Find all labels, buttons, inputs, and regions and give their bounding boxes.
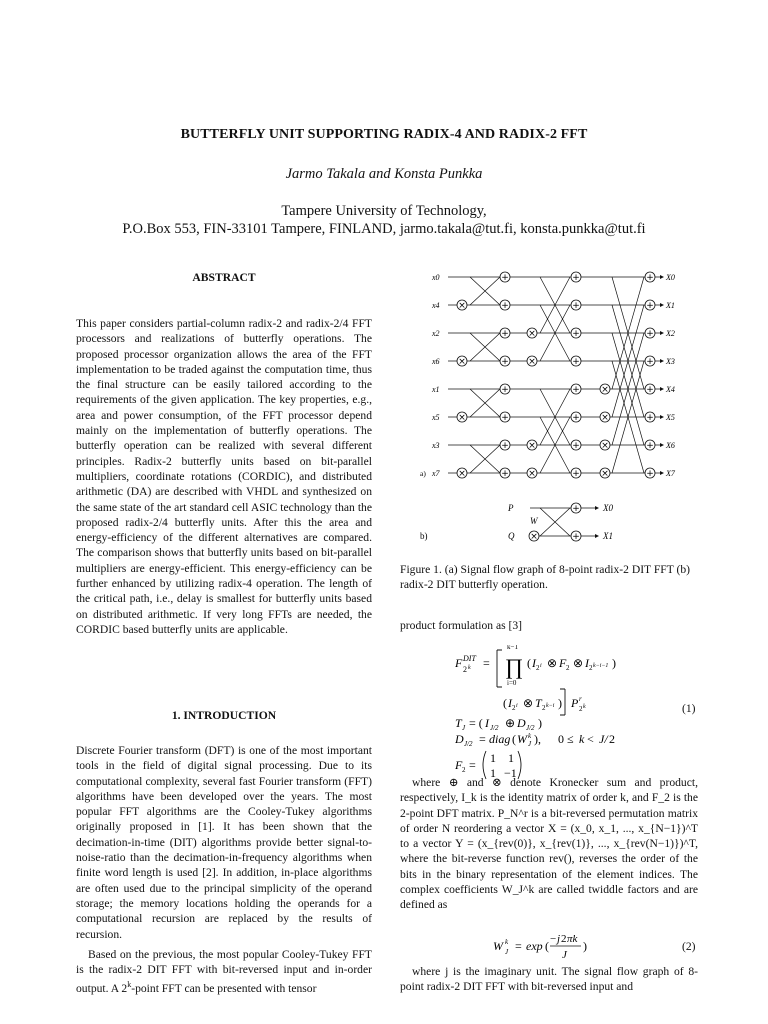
svg-text:r: r	[579, 695, 582, 703]
svg-text:1: 1	[490, 751, 496, 765]
multiplier-node-sym: ×	[458, 469, 466, 480]
svg-text:⊕: ⊕	[505, 716, 516, 730]
svg-text:<: <	[587, 732, 594, 746]
figure-1	[400, 262, 700, 558]
bfly-q: Q	[508, 531, 515, 541]
arrow-head	[660, 303, 664, 307]
svg-text:F: F	[559, 656, 567, 670]
equation-2	[493, 928, 623, 966]
bfly-adder-sym: +	[572, 532, 580, 543]
svg-text:J: J	[562, 949, 567, 961]
svg-text:2: 2	[462, 766, 466, 774]
adder-node-sym: +	[501, 273, 509, 284]
equation-1-number: (1)	[682, 702, 696, 715]
svg-text:−1: −1	[504, 766, 517, 780]
multiplier-node-sym: ×	[601, 441, 609, 452]
svg-text:2: 2	[542, 704, 546, 712]
svg-text:W: W	[493, 939, 503, 953]
signal-flow-graph	[400, 262, 700, 558]
adder-node-sym: +	[572, 273, 580, 284]
adder-node-sym: +	[646, 413, 654, 424]
multiplier-node-sym: ×	[528, 441, 536, 452]
abstract-text: This paper considers partial-column radix-2 and radix-2/4 FFT processors and realizations of butterfly operations. The proposed processor organization allows the area of the FFT implementation to be traded against the computation time, thus the final structure can be easily tailored according to the requirements of the given application. The key properties, e.g., area and power consumption, of the FFT processor depend mainly on the implementation of butterfly operations. The butterfly operation can be realized with several different principles. Radix-2 butterfly units based on bit-parallel multipliers, coordinate rotations (CORDIC), and distributed arithmetic (DA) are described with VHDL and synthesized on the same state of the art standard cell ASIC technology than the proposed radix-2/4 butterfly units. After this the area and energy-efficiency of the different alternatives are compared. The comparison shows that butterfly units based on bit-parallel multipliers are energy-efficient. This energy-efficiency can be further enhanced by utilizing radix-4 operation. The length of the critical path, i.e., delay is smallest for butterfly units based on distributed arithmetic. If very long FFTs are needed, the CORDIC based butterfly units are applicable.	[76, 317, 372, 636]
svg-text:W: W	[517, 732, 527, 746]
adder-node-sym: +	[501, 301, 509, 312]
authors: Jarmo Takala and Konsta Punkka	[285, 166, 483, 182]
svg-text:=: =	[483, 656, 490, 670]
svg-text:2: 2	[609, 732, 615, 746]
svg-text:1: 1	[490, 766, 496, 780]
multiplier-node-sym: ×	[601, 469, 609, 480]
equation-2-number: (2)	[682, 940, 696, 953]
svg-text:i: i	[540, 663, 542, 669]
input-label: x0	[432, 273, 440, 282]
bfly-adder-sym: +	[572, 504, 580, 515]
right-para-where2	[400, 964, 698, 995]
adder-node-sym: +	[572, 469, 580, 480]
affiliation-line1: Tampere University of Technology,	[281, 203, 487, 219]
adder-node-sym: +	[646, 385, 654, 396]
svg-text:J/2: J/2	[490, 724, 499, 732]
svg-text:=: =	[479, 732, 486, 746]
arrow-head	[660, 331, 664, 335]
svg-text:I: I	[485, 716, 489, 730]
svg-text:= (: = (	[469, 716, 483, 730]
arrow-head	[660, 359, 664, 363]
multiplier-node-sym: ×	[601, 413, 609, 424]
svg-text:=: =	[469, 758, 476, 772]
svg-text:i: i	[516, 703, 518, 709]
arrow-head	[595, 506, 599, 510]
multiplier-node-sym: ×	[601, 385, 609, 396]
svg-text:k: k	[579, 732, 585, 746]
arrow-head	[660, 387, 664, 391]
adder-node-sym: +	[646, 329, 654, 340]
svg-text:⊗: ⊗	[523, 696, 534, 710]
svg-text:2: 2	[561, 933, 567, 945]
svg-text:2: 2	[536, 664, 540, 672]
svg-text:−: −	[550, 933, 557, 945]
svg-text:J: J	[505, 948, 509, 956]
svg-text:D: D	[455, 732, 464, 746]
svg-text:T: T	[535, 696, 542, 710]
svg-text:k: k	[583, 704, 586, 710]
adder-node-sym: +	[501, 357, 509, 368]
arrow-head	[660, 471, 664, 475]
adder-node-sym: +	[572, 385, 580, 396]
svg-text:(: (	[527, 656, 531, 670]
output-label: X2	[666, 329, 675, 338]
svg-text:I: I	[585, 656, 589, 670]
svg-text:(: (	[503, 696, 507, 710]
svg-text:k−1: k−1	[507, 645, 518, 651]
svg-text:J: J	[462, 724, 466, 732]
intro-para2: Based on the previous, the most popular Cooley-Tukey FFT is the radix-2 DIT FFT with bit-reversed input and in-order output. A 2$^k$-point FFT can be presented with tensor	[76, 947, 372, 996]
figure-caption: Figure 1. (a) Signal flow graph of 8-point radix-2 DIT FFT (b) radix-2 DIT butterfly operation.	[400, 563, 691, 592]
input-label: x2	[432, 329, 440, 338]
arrow-head	[660, 443, 664, 447]
input-label: x5	[432, 413, 440, 422]
svg-text:),: ),	[534, 732, 541, 746]
svg-text:1: 1	[508, 751, 514, 765]
svg-text:I: I	[508, 696, 512, 710]
multiplier-node-sym: ×	[528, 329, 536, 340]
output-label: X0	[666, 273, 675, 282]
svg-text:k−i−1: k−i−1	[593, 663, 609, 669]
affiliation	[0, 202, 768, 238]
label-a: a)	[420, 469, 426, 478]
adder-node-sym: +	[501, 469, 509, 480]
adder-node-sym: +	[646, 273, 654, 284]
input-label: x3	[432, 441, 440, 450]
bfly-p: P	[508, 503, 514, 513]
svg-text:): )	[612, 656, 616, 670]
svg-text:(: (	[545, 939, 549, 953]
right-lead: product formulation as [3]	[400, 619, 523, 632]
input-label: x1	[432, 385, 440, 394]
bfly-out1: X1	[603, 531, 613, 541]
multiplier-node-sym: ×	[458, 357, 466, 368]
adder-node-sym: +	[572, 413, 580, 424]
input-label: x7	[432, 469, 440, 478]
output-label: X6	[666, 441, 675, 450]
intro-heading: 1. INTRODUCTION	[171, 709, 277, 722]
svg-text:J/: J/	[599, 732, 608, 746]
svg-text:J: J	[528, 740, 532, 748]
where-text-2: where j is the imaginary unit. The signal flow graph of 8-point radix-2 DIT FFT with bit-reversed input and	[400, 965, 698, 994]
svg-text:(: (	[512, 732, 516, 746]
svg-text:=: =	[515, 939, 522, 953]
svg-text:2: 2	[512, 704, 516, 712]
adder-node-sym: +	[646, 301, 654, 312]
adder-node-sym: +	[646, 357, 654, 368]
svg-text:P: P	[571, 696, 579, 710]
multiplier-node-sym: ×	[458, 301, 466, 312]
adder-node-sym: +	[572, 441, 580, 452]
bfly-multiplier-sym: ×	[530, 532, 538, 543]
svg-text:πk: πk	[567, 933, 578, 945]
equation-1	[455, 645, 675, 789]
output-label: X1	[666, 301, 675, 310]
svg-text:T: T	[455, 716, 462, 730]
svg-text:J/2: J/2	[464, 740, 473, 748]
abstract-body	[76, 316, 372, 637]
svg-text:2: 2	[579, 705, 583, 713]
intro-para1: Discrete Fourier transform (DFT) is one of the most important tools in the field of digital signal processing. Due to its computational complexity, several fast Fourier transform (FFT) algorithms have been developed over the years. The most popular FFT algorithms are the Cooley-Tukey algorithms originally proposed in [1]. It has been shown that the decimation-in-time (DIT) algorithms provide better signal-to-noise-ratio than the decimation-in-frequency algorithms when finite word length is used [2]. In addition, in-place algorithms are often used due to the principal simplicity of the operand storage; the memory locations holding the operands for a computational recursion are replaced by the results of recursion.	[76, 744, 372, 941]
svg-text:2: 2	[566, 664, 570, 672]
bfly-w: W	[530, 516, 538, 526]
svg-text:∏: ∏	[505, 654, 524, 679]
svg-text:i=0: i=0	[507, 679, 517, 687]
abstract-heading: ABSTRACT	[192, 271, 256, 284]
adder-node-sym: +	[501, 441, 509, 452]
where-text-1: where ⊕ and ⊗ denote Kronecker sum and product, respectively, I_k is the identity matrix of order k, and F_2 is the 2-point DFT matrix. P_N^r is a bit-reversed permutation matrix of order N reordering a vector X = (x_0, x_1, ..., x_{N−1})^T to a vector Y = (x_{rev(0)}, x_{rev(1)}, ..., x_{rev(N−1)})^T, where the bit-reverse function rev(), reverses the order of the bits in the binary representation of the element indices. The complex coefficients W_J^k are called twiddle factors and are defined as	[400, 776, 698, 912]
svg-text:): )	[558, 696, 562, 710]
output-label: X3	[666, 357, 675, 366]
svg-text:DIT: DIT	[463, 654, 476, 663]
svg-text:⊗: ⊗	[573, 656, 584, 670]
adder-node-sym: +	[501, 329, 509, 340]
arrow-head	[595, 534, 599, 538]
adder-node-sym: +	[646, 469, 654, 480]
affiliation-line2: P.O.Box 553, FIN-33101 Tampere, FINLAND, jarmo.takala@tut.fi, konsta.punkka@tut.fi	[122, 221, 646, 237]
adder-node-sym: +	[646, 441, 654, 452]
adder-node-sym: +	[572, 357, 580, 368]
svg-text:F: F	[455, 656, 463, 670]
svg-text:⊗: ⊗	[547, 656, 558, 670]
svg-text:0 ≤: 0 ≤	[558, 732, 574, 746]
svg-text:2: 2	[589, 664, 593, 672]
label-b: b)	[420, 531, 428, 541]
input-label: x6	[432, 357, 440, 366]
svg-text:k: k	[528, 732, 532, 740]
arrow-head	[660, 415, 664, 419]
output-label: X5	[666, 413, 675, 422]
svg-text:2: 2	[463, 665, 467, 674]
svg-text:F: F	[455, 758, 463, 772]
adder-node-sym: +	[572, 301, 580, 312]
multiplier-node-sym: ×	[458, 413, 466, 424]
adder-node-sym: +	[572, 329, 580, 340]
svg-text:diag: diag	[489, 732, 511, 746]
output-label: X4	[666, 385, 675, 394]
svg-text:k: k	[468, 665, 471, 671]
adder-node-sym: +	[501, 385, 509, 396]
intro-body	[76, 743, 372, 997]
input-label: x4	[432, 301, 440, 310]
adder-node-sym: +	[501, 413, 509, 424]
svg-text:k: k	[505, 938, 509, 946]
svg-text:exp: exp	[526, 939, 543, 953]
svg-text:J/2: J/2	[526, 724, 535, 732]
arrow-head	[660, 275, 664, 279]
multiplier-node-sym: ×	[528, 357, 536, 368]
output-label: X7	[666, 469, 675, 478]
svg-text:k−i: k−i	[546, 703, 555, 709]
svg-text:I: I	[532, 656, 536, 670]
paper-title: BUTTERFLY UNIT SUPPORTING RADIX-4 AND RADIX-2 FFT	[180, 127, 588, 142]
svg-text:j: j	[557, 933, 561, 945]
svg-text:): )	[583, 939, 587, 953]
bfly-out0: X0	[603, 503, 613, 513]
svg-text:): )	[538, 716, 542, 730]
svg-text:D: D	[517, 716, 526, 730]
right-para-where1	[400, 775, 698, 913]
multiplier-node-sym: ×	[528, 469, 536, 480]
